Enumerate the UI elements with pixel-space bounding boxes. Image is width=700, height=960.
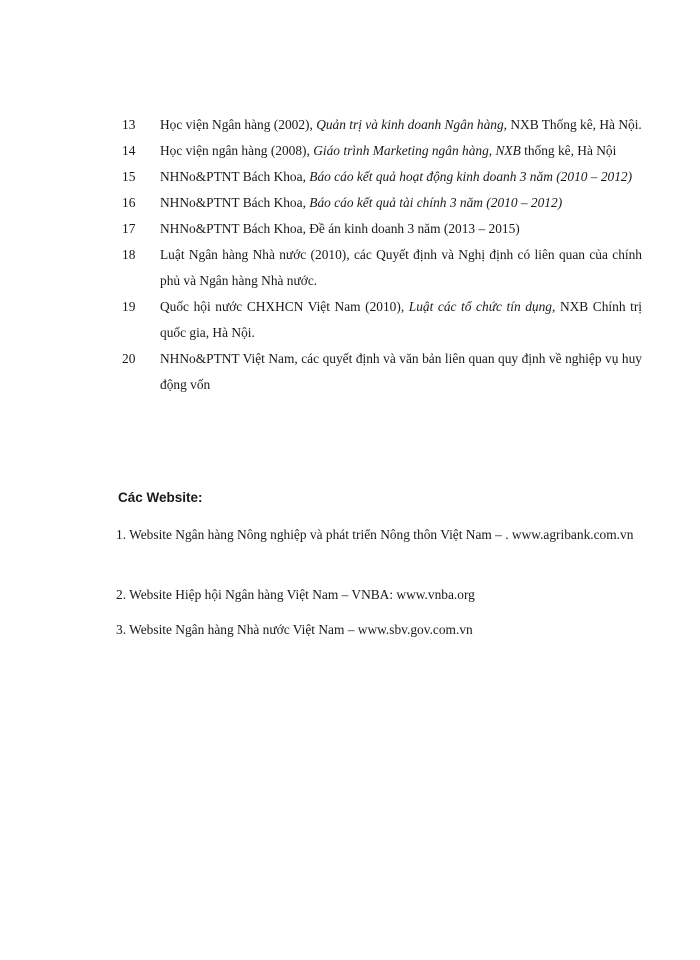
reference-text: NHNo&PTNT Bách Khoa, Báo cáo kết quả hoạt động kinh doanh 3 năm (2010 – 2012) xyxy=(160,169,633,184)
websites-heading: Các Website: xyxy=(118,490,203,505)
reference-number: 17 xyxy=(122,221,136,236)
reference-text: Học viện ngân hàng (2008), Giáo trình Marketing ngân hàng, NXB thống kê, Hà Nội xyxy=(160,143,617,158)
reference-number: 13 xyxy=(122,117,136,132)
reference-item xyxy=(122,294,642,346)
reference-item xyxy=(122,216,642,242)
reference-number: 19 xyxy=(122,299,136,314)
reference-text: NHNo&PTNT Bách Khoa, Đề án kinh doanh 3 năm (2013 – 2015) xyxy=(160,221,520,236)
website-item: 1. Website Ngân hàng Nông nghiệp và phát triển Nông thôn Việt Nam – . www.agribank.com.vn xyxy=(116,527,634,542)
reference-number: 20 xyxy=(122,351,136,366)
reference-text: Quốc hội nước CHXHCN Việt Nam (2010), Luật các tổ chức tín dụng, NXB Chính trị quốc gia, Hà Nội. xyxy=(160,299,643,340)
reference-item xyxy=(122,138,642,164)
reference-item xyxy=(122,242,642,294)
reference-number: 16 xyxy=(122,195,136,210)
reference-item xyxy=(122,164,642,190)
website-item: 2. Website Hiệp hội Ngân hàng Việt Nam – VNBA: www.vnba.org xyxy=(116,587,475,602)
reference-text: NHNo&PTNT Bách Khoa, Báo cáo kết quả tài chính 3 năm (2010 – 2012) xyxy=(160,195,563,210)
website-item: 3. Website Ngân hàng Nhà nước Việt Nam – www.sbv.gov.com.vn xyxy=(116,622,473,637)
reference-item xyxy=(122,346,642,398)
reference-item xyxy=(122,190,642,216)
reference-number: 18 xyxy=(122,247,136,262)
reference-number: 14 xyxy=(122,143,136,158)
reference-item xyxy=(122,112,642,138)
reference-text: NHNo&PTNT Việt Nam, các quyết định và văn bản liên quan quy định về nghiệp vụ huy động vốn xyxy=(160,351,642,392)
reference-text: Học viện Ngân hàng (2002), Quản trị và kinh doanh Ngân hàng, NXB Thống kê, Hà Nội. xyxy=(160,117,642,132)
reference-text: Luật Ngân hàng Nhà nước (2010), các Quyết định và Nghị định có liên quan của chính phủ và Ngân hàng Nhà nước. xyxy=(160,247,642,288)
reference-number: 15 xyxy=(122,169,136,184)
reference-list xyxy=(122,112,642,398)
